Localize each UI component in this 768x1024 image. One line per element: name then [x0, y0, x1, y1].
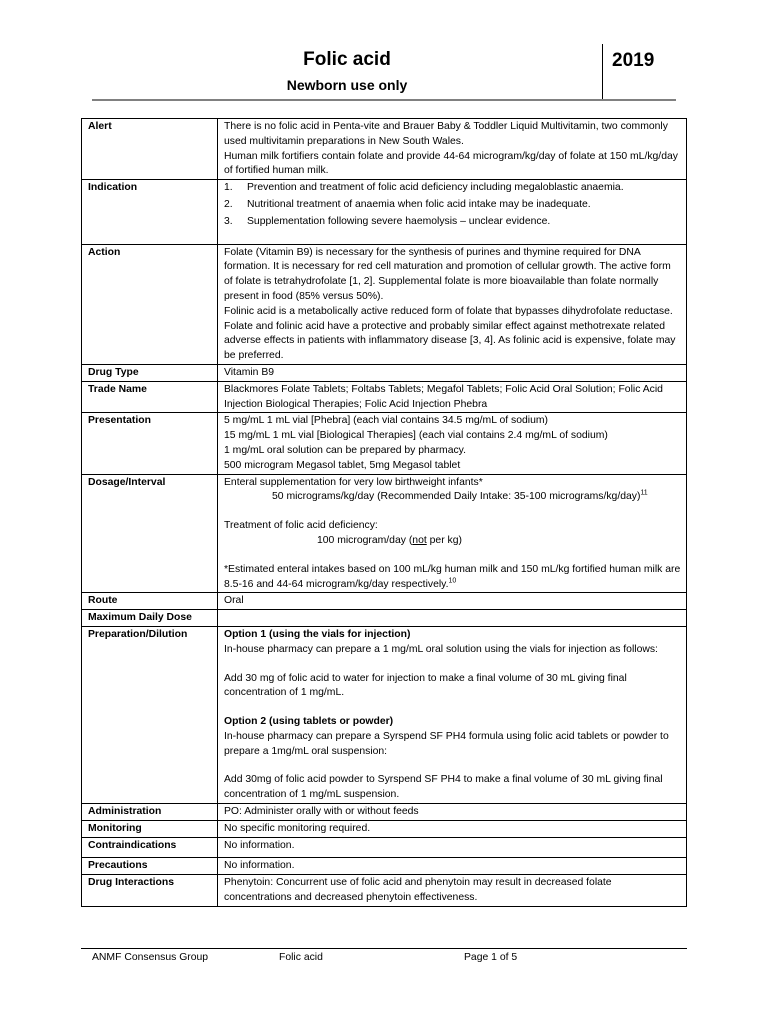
presentation-line: 5 mg/mL 1 mL vial [Phebra] (each vial contains 34.5 mg/mL of sodium)	[224, 415, 548, 427]
presentation-line: 500 microgram Megasol tablet, 5mg Megasol tablet	[224, 459, 461, 471]
header-divider	[602, 44, 603, 100]
row-value: PO: Administer orally with or without feeds	[218, 804, 687, 821]
row-value	[218, 474, 687, 593]
alert-text: There is no folic acid in Penta-vite and Brauer Baby & Toddler Liquid Multivitamin, two commonly used multivitamin preparations in New South Wales.	[224, 121, 668, 147]
row-value: No information.	[218, 837, 687, 858]
row-label: Presentation	[82, 413, 218, 474]
dosage-deficiency-heading: Treatment of folic acid deficiency:	[224, 520, 378, 532]
row-value	[218, 244, 687, 364]
list-item: 3. Supplementation following severe haemolysis – unclear evidence.	[224, 215, 551, 227]
row-value	[218, 119, 687, 180]
preparation-text: In-house pharmacy can prepare a 1 mg/mL oral solution using the vials for injection as follows:	[224, 643, 658, 655]
list-item: 2. Nutritional treatment of anaemia when folic acid intake may be inadequate.	[224, 198, 591, 210]
table-row-administration	[82, 804, 687, 821]
table-row-drug-type	[82, 364, 687, 381]
table-row-precautions	[82, 858, 687, 875]
list-item: 1. Prevention and treatment of folic acid deficiency including megaloblastic anaemia.	[224, 182, 624, 194]
row-label: Administration	[82, 804, 218, 821]
table-row-dosage	[82, 474, 687, 593]
table-row-route	[82, 593, 687, 610]
row-value: No specific monitoring required.	[218, 820, 687, 837]
footer-rule	[81, 948, 687, 949]
presentation-line: 1 mg/mL oral solution can be prepared by pharmacy.	[224, 444, 466, 456]
row-label: Preparation/Dilution	[82, 626, 218, 803]
action-text: Folinic acid is a metabolically active reduced form of folate that bypasses dihydrofolate reductase. Folate and folinic acid have a protective and probably similar effect against methotrexate related adverse effects in patients with inflammatory disease [3, 4]. As folinic acid is expensive, folate may be preferred.	[224, 305, 676, 362]
row-label: Trade Name	[82, 381, 218, 413]
alert-text: Human milk fortifiers contain folate and provide 44-64 microgram/kg/day of folate at 150 mL/kg/day of fortified human milk.	[224, 150, 678, 177]
dosage-deficiency-dose: 100 microgram/day (not per kg)	[317, 534, 462, 546]
dosage-note: *Estimated enteral intakes based on 100 mL/kg human milk and 150 mL/kg fortified human milk are 8.5-16 and 44-64 microgram/kg/day respectively.$^{10}$	[224, 563, 681, 590]
table-row-trade-name	[82, 381, 687, 413]
table-row-alert	[82, 119, 687, 180]
table-row-interactions	[82, 875, 687, 907]
row-label: Route	[82, 593, 218, 610]
year-label: 2019	[612, 50, 655, 71]
row-value	[218, 626, 687, 803]
footer-drug: Folic acid	[279, 952, 323, 963]
preparation-option1-heading: Option 1 (using the vials for injection)	[224, 628, 411, 640]
row-value	[218, 610, 687, 627]
row-value	[218, 413, 687, 474]
preparation-option2-heading: Option 2 (using tablets or powder)	[224, 716, 394, 728]
page-title: Folic acid	[303, 49, 391, 70]
dosage-enteral-dose: 50 micrograms/kg/day (Recommended Daily Intake: 35-100 micrograms/kg/day)$^{11}$	[272, 489, 648, 503]
table-row-presentation	[82, 413, 687, 474]
monograph-table	[81, 118, 687, 907]
row-value: No information.	[218, 858, 687, 875]
header-rule	[92, 99, 676, 101]
preparation-text: Add 30mg of folic acid powder to Syrspend SF PH4 to make a final volume of 30 mL giving final concentration of 1 mg/mL suspension.	[224, 774, 663, 801]
page-subtitle: Newborn use only	[286, 77, 408, 93]
preparation-text: In-house pharmacy can prepare a Syrspend SF PH4 formula using folic acid tablets or powder to prepare a 1mg/mL oral suspension:	[224, 730, 669, 757]
row-label: Maximum Daily Dose	[82, 610, 218, 627]
footer-group: ANMF Consensus Group	[92, 952, 209, 963]
table-row-preparation	[82, 626, 687, 803]
preparation-text: Add 30 mg of folic acid to water for injection to make a final volume of 30 mL giving final concentration of 1 mg/mL.	[224, 672, 627, 699]
row-label: Alert	[82, 119, 218, 180]
row-label: Dosage/Interval	[82, 474, 218, 593]
table-row-contraindications	[82, 837, 687, 858]
row-label: Monitoring	[82, 820, 218, 837]
row-value: Vitamin B9	[218, 364, 687, 381]
footer-page-number: Page 1 of 5	[464, 952, 518, 963]
table-row-action	[82, 244, 687, 364]
row-value: Blackmores Folate Tablets; Foltabs Tablets; Megafol Tablets; Folic Acid Oral Solution; Folic Acid Injection Biological Therapies; Folic Acid Injection Phebra	[218, 381, 687, 413]
monograph-header	[92, 44, 676, 100]
presentation-line: 15 mg/mL 1 mL vial [Biological Therapies] (each vial contains 2.4 mg/mL of sodium)	[224, 430, 608, 442]
row-label: Action	[82, 244, 218, 364]
row-value: Phenytoin: Concurrent use of folic acid and phenytoin may result in decreased folate concentrations and decreased phenytoin effectiveness.	[218, 875, 687, 907]
row-value: Oral	[218, 593, 687, 610]
table-row-monitoring	[82, 820, 687, 837]
row-label: Precautions	[82, 858, 218, 875]
indication-list	[224, 181, 681, 229]
table-row-max-dose	[82, 610, 687, 627]
row-label: Indication	[82, 180, 218, 244]
dosage-enteral-heading: Enteral supplementation for very low birthweight infants*	[224, 476, 483, 488]
row-value	[218, 180, 687, 244]
table-row-indication	[82, 180, 687, 244]
row-label: Drug Interactions	[82, 875, 218, 907]
row-label: Contraindications	[82, 837, 218, 858]
action-text: Folate (Vitamin B9) is necessary for the synthesis of purines and thymine required for DNA formation. It is necessary for red cell maturation and promotion of cellular growth. The active form of folate is tetrahydrofolate [1, 2]. Supplemental folate is more bioavailable than folate normally present in food (85% versus 50%).	[224, 246, 671, 302]
row-label: Drug Type	[82, 364, 218, 381]
